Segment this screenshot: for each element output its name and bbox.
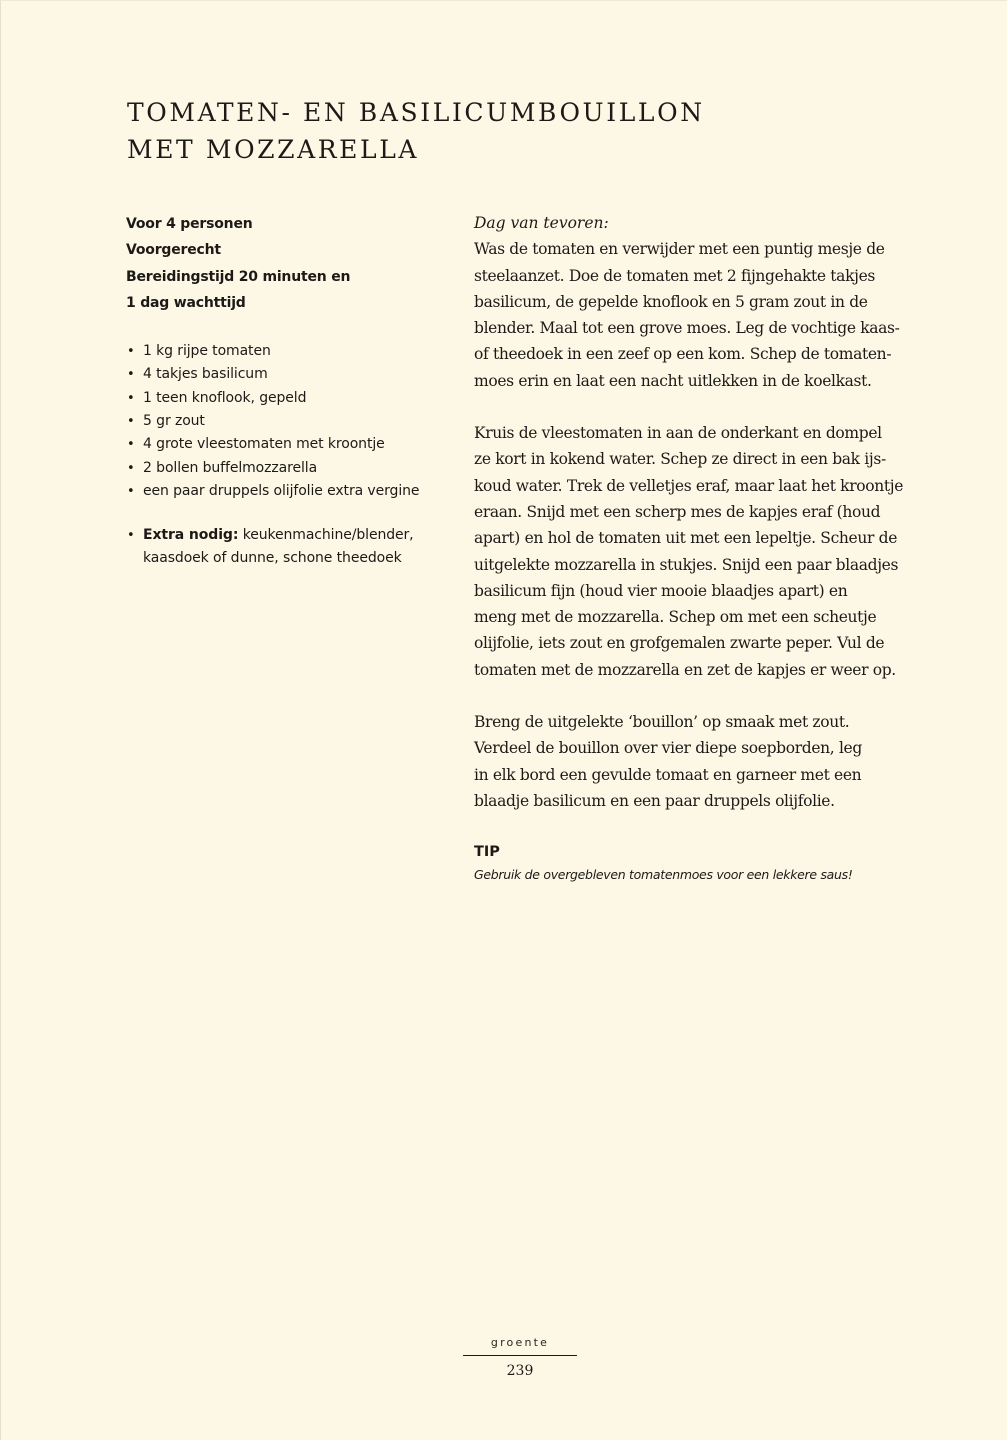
extra-equipment-text-1: keukenmachine/blender,	[238, 527, 414, 544]
ingredient-text: 1 teen knoflook, gepeld	[143, 389, 307, 406]
text-line: in elk bord een gevulde tomaat en garneer met een	[474, 765, 862, 784]
ingredient-text: 4 takjes basilicum	[143, 366, 268, 383]
recipe-title	[127, 94, 887, 168]
ingredient-list	[126, 340, 446, 503]
method-paragraph-2	[474, 420, 914, 683]
ingredient-item	[126, 410, 446, 433]
bullet-icon: •	[127, 437, 135, 453]
text-line: moes erin en laat een nacht uitlekken in de koelkast.	[474, 371, 872, 390]
ingredient-item	[126, 480, 446, 503]
method-intro: Dag van tevoren:	[474, 214, 609, 232]
recipe-meta	[126, 211, 446, 316]
section-name: groente	[490, 1336, 550, 1349]
ingredient-item	[126, 363, 446, 386]
text-line: uitgelekte mozzarella in stukjes. Snijd een paar blaadjes	[474, 555, 899, 574]
text-line: ze kort in kokend water. Schep ze direct in een bak ijs-	[474, 450, 886, 469]
extra-equipment-line-2: kaasdoek of dunne, schone theedoek	[143, 550, 402, 567]
text-line: tomaten met de mozzarella en zet de kapjes er weer op.	[474, 660, 896, 679]
bullet-icon: •	[127, 460, 135, 476]
course: Voorgerecht	[126, 242, 221, 259]
ingredient-item	[126, 340, 446, 363]
tip-text: Gebruik de overgebleven tomatenmoes voor een lekkere saus!	[474, 867, 853, 883]
text-line: meng met de mozzarella. Schep om met een scheutje	[474, 608, 877, 627]
ingredient-text: 1 kg rijpe tomaten	[143, 343, 271, 360]
recipe-title-line-2: MET MOZZARELLA	[127, 135, 420, 164]
text-line: Verdeel de bouillon over vier diepe soepborden, leg	[474, 739, 862, 758]
prep-time: Bereidingstijd 20 minuten en	[126, 268, 351, 285]
ingredient-text: 4 grote vleestomaten met kroontje	[143, 436, 385, 453]
text-line: koud water. Trek de velletjes eraf, maar laat het kroontje	[474, 476, 904, 495]
text-line: Was de tomaten en verwijder met een puntig mesje de	[474, 240, 885, 259]
servings: Voor 4 personen	[126, 216, 253, 232]
text-line: blender. Maal tot een grove moes. Leg de vochtige kaas-	[474, 319, 900, 338]
bullet-icon: •	[127, 390, 135, 406]
recipe-title-line-1: TOMATEN- EN BASILICUMBOUILLON	[127, 98, 705, 127]
ingredient-text: een paar druppels olijfolie extra vergine	[143, 482, 420, 499]
footer-divider	[463, 1355, 577, 1356]
page-footer	[463, 1335, 577, 1380]
ingredient-item	[126, 457, 446, 480]
text-line: eraan. Snijd met een scherp mes de kapjes eraf (houd	[474, 502, 881, 521]
text-line: Breng de uitgelekte ‘bouillon’ op smaak met zout.	[474, 713, 850, 732]
text-line: steelaanzet. Doe de tomaten met 2 fijngehakte takjes	[474, 266, 875, 285]
method-paragraph-3	[474, 709, 914, 814]
bullet-icon: •	[127, 344, 135, 360]
text-line: basilicum fijn (houd vier mooie blaadjes apart) en	[474, 581, 848, 600]
text-line: apart) en hol de tomaten uit met een lepeltje. Scheur de	[474, 529, 898, 548]
text-line: of theedoek in een zeef op een kom. Schep de tomaten-	[474, 345, 892, 364]
extra-equipment-label: Extra nodig:	[143, 527, 239, 544]
recipe-method	[474, 210, 914, 886]
method-paragraph-1	[474, 236, 914, 394]
text-line: Kruis de vleestomaten in aan de onderkant en dompel	[474, 424, 882, 443]
tip-heading: TIP	[474, 844, 500, 861]
page-number: 239	[506, 1363, 534, 1379]
ingredient-item	[126, 387, 446, 410]
ingredient-text: 2 bollen buffelmozzarella	[143, 459, 318, 476]
bullet-icon: •	[127, 367, 135, 383]
text-line: blaadje basilicum en een paar druppels olijfolie.	[474, 791, 835, 810]
text-line: basilicum, de gepelde knoflook en 5 gram zout in de	[474, 292, 868, 311]
bullet-icon: •	[127, 414, 135, 430]
wait-time: 1 dag wachttijd	[126, 294, 246, 311]
text-line: olijfolie, iets zout en grofgemalen zwarte peper. Vul de	[474, 634, 885, 653]
bullet-icon: •	[127, 528, 135, 544]
extra-equipment-line-1	[143, 524, 446, 547]
bullet-icon: •	[127, 483, 135, 499]
extra-equipment	[126, 524, 446, 570]
recipe-sidebar	[126, 211, 446, 570]
ingredient-text: 5 gr zout	[143, 413, 205, 430]
ingredient-item	[126, 433, 446, 456]
